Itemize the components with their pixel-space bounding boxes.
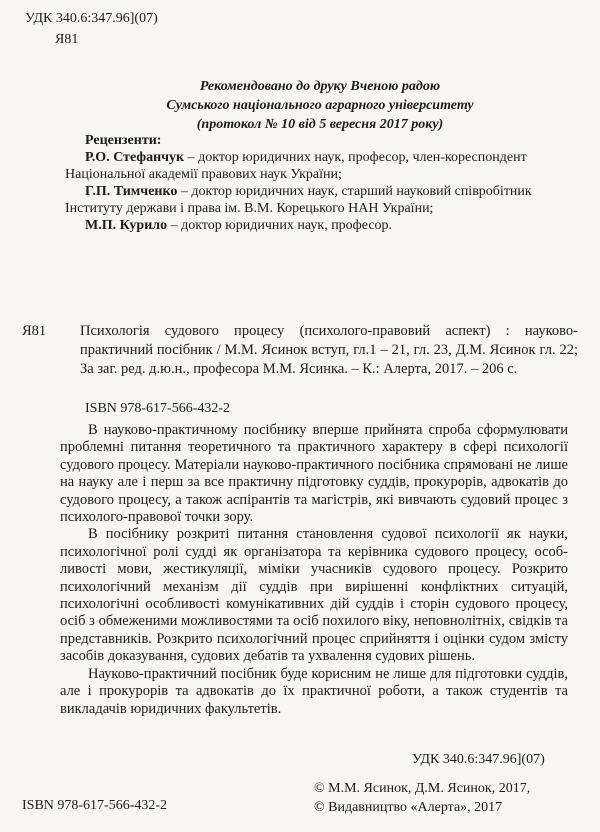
abstract-paragraph-1: В науково-практичному посібнику вперше прийнята спроба сформулювати проблемні питання теоретичного та практичного характеру в сфері психології судового процесу. Матеріали науково-практичного посібника спрямовані не лише на науку але і перш за все практичну підготовку суддів, прокурорів, адвокатів до судового процесу, а також аспірантів та магістрів, які вивчають судовий процес з психолого-правової точки зору. <box>60 422 568 526</box>
bibliographic-code: Я81 <box>22 323 47 339</box>
reviewers-label: Рецензенти: <box>85 133 162 148</box>
isbn-top: ISBN 978-617-566-432-2 <box>85 401 231 416</box>
footer-isbn: ISBN 978-617-566-432-2 <box>22 798 168 813</box>
abstract-paragraph-3: Науково-практичний посібник буде корисним не лише для підготовки суддів, але і прокурорів та адвокатів до їх практичної роботи, а також студентів та викладачів юридичних факультетів. <box>60 665 568 717</box>
recommendation-block <box>90 77 550 134</box>
reviewer-1-desc: – доктор юридичних наук, професор, член-кореспондент Національної академії правових наук України; <box>65 150 527 182</box>
copyright-authors: © М.М. Ясинок, Д.М. Ясинок, 2017, <box>314 781 531 796</box>
reviewer-3-name: М.П. Курило <box>85 218 168 233</box>
bibliographic-record <box>22 322 578 379</box>
reviewer-2-name: Г.П. Тимченко <box>85 184 178 199</box>
reviewers-block <box>65 132 565 234</box>
recommendation-line-1: Рекомендовано до друку Вченою радою <box>199 79 441 94</box>
abstract-block <box>60 422 568 718</box>
reviewer-1 <box>65 149 565 183</box>
recommendation-line-3: (протокол № 10 від 5 вересня 2017 року) <box>196 117 444 132</box>
udk-code: УДК 340.6:347.96](07) <box>25 11 158 26</box>
recommendation-line-2: Сумського національного аграрного університету <box>166 98 474 113</box>
reviewer-3-desc: – доктор юридичних наук, професор. <box>167 218 393 233</box>
reviewer-1-name: Р.О. Стефанчук <box>85 150 185 165</box>
copyright-block <box>314 779 530 817</box>
reviewer-2 <box>65 183 565 217</box>
reviewer-2-desc: – доктор юридичних наук, старший науковий співробітник Інституту держави і права ім. В.М. Корецького НАН України; <box>65 184 532 216</box>
footer-udk: УДК 340.6:347.96](07) <box>412 752 545 767</box>
abstract-paragraph-2: В посібнику розкриті питання становлення судової психології як науки, психологічної ролі судді як організатора та керівника судового процесу, особливості мови, жестикуляції, міміки учасників судового процесу. Розкрито психологічний механізм дії суддів при вирішенні конфліктних ситуацій, психологічні особливості комунікативних дій суддів і сторін судового процесу, осіб з обмеженими можливостями та осіб похилого віку, неповнолітніх, свідків та представників. Розкрито психологічний процес сприйняття і оцінки судом змісту засобів доказування, судових дебатів та ухвалення судових рішень. <box>60 526 568 665</box>
author-sign-code: Я81 <box>55 32 79 47</box>
header-block <box>25 8 158 50</box>
reviewer-3 <box>65 217 565 234</box>
copyright-publisher: © Видавництво «Алерта», 2017 <box>314 800 503 815</box>
bibliographic-text: Психологія судового процесу (психолого-правовий аспект) : науково-практичний посібник / М.М. Ясинок вступ, гл.1 – 21, гл. 23, Д.М. Ясинок гл. 22; За заг. ред. д.ю.н., професора М.М. Ясинка. – К.: Алерта, 2017. – 206 с. <box>80 323 578 377</box>
